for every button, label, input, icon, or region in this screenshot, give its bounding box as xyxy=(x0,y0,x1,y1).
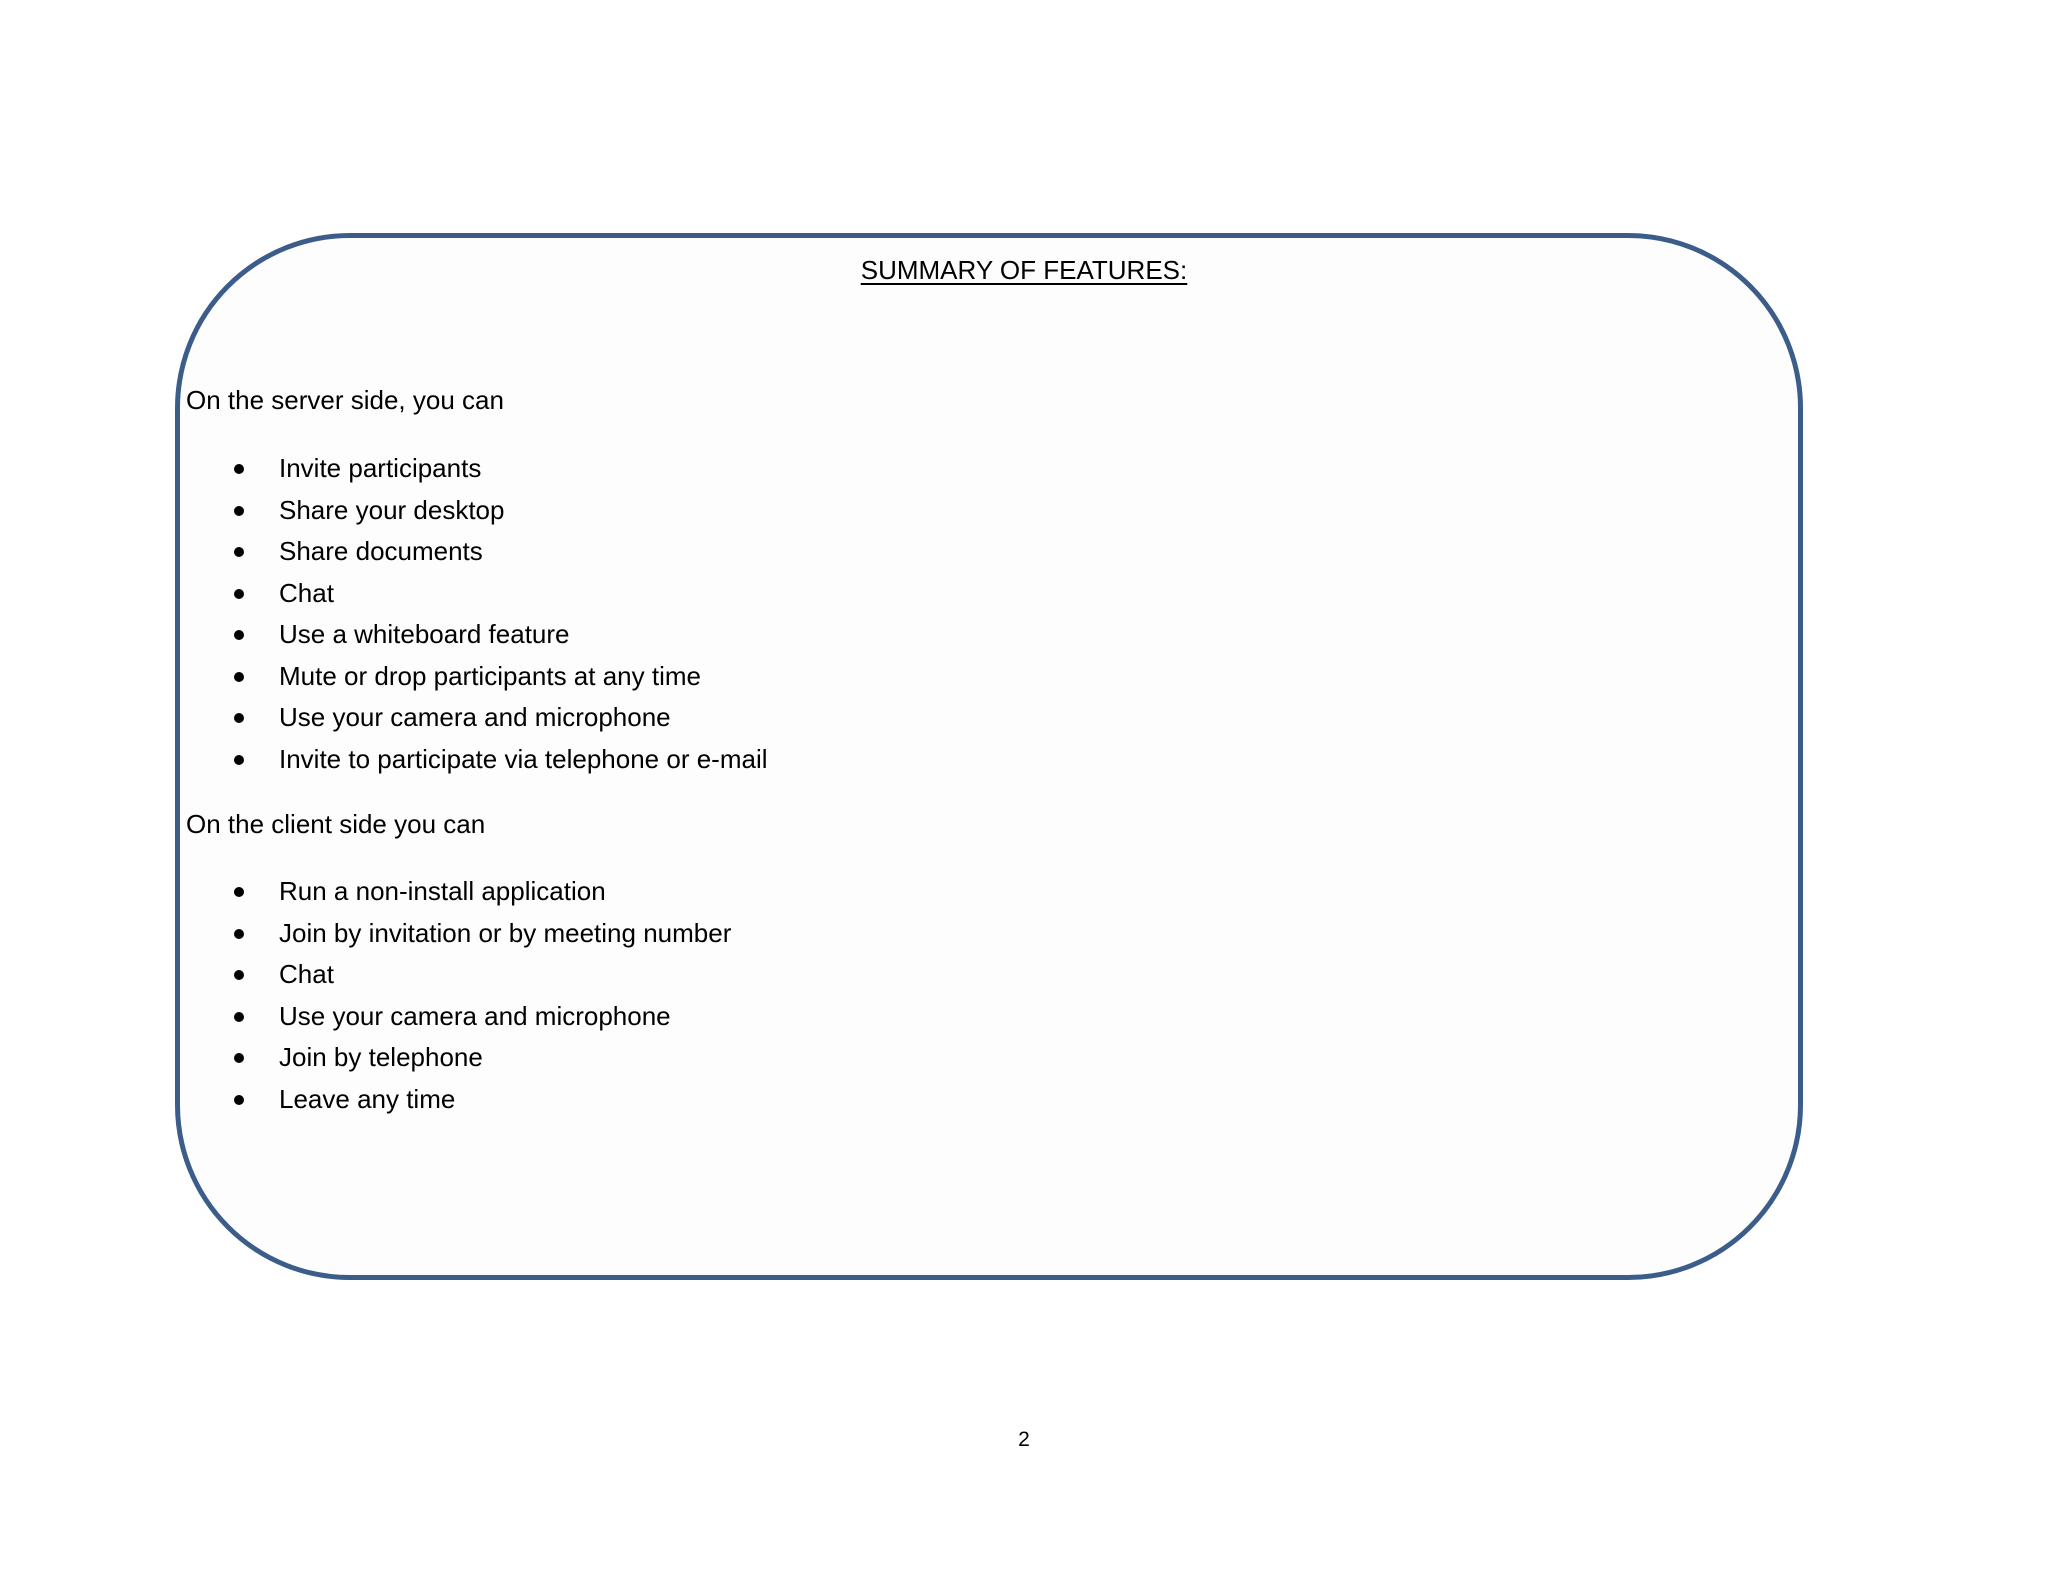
bullet-icon xyxy=(234,755,244,765)
server-side-intro: On the server side, you can xyxy=(186,385,504,415)
bullet-icon xyxy=(234,547,244,557)
summary-title: SUMMARY OF FEATURES: xyxy=(860,255,1188,285)
bullet-icon xyxy=(234,1012,244,1022)
bullet-icon xyxy=(234,1053,244,1063)
bullet-icon xyxy=(234,970,244,980)
bullet-icon xyxy=(234,672,244,682)
bullet-icon xyxy=(234,929,244,939)
client-side-intro: On the client side you can xyxy=(186,809,486,839)
bullet-icon xyxy=(234,1095,244,1105)
bullet-icon xyxy=(234,630,244,640)
bullet-icon xyxy=(234,713,244,723)
bullet-icon xyxy=(234,506,244,516)
page-number: 2 xyxy=(1018,1428,1030,1451)
bullet-icon xyxy=(234,887,244,897)
document-page: SUMMARY OF FEATURES: On the server side, you can Invite participants Share your desktop Share documents Chat Use a whiteboard feature Mute or drop participants at any time Use your camera and microphone Invite to participate via telephone or e-mail On the client side you can Run a non-install application Join by invitation or by meeting number Chat Use your camera and microphone Join by telephone Leave any time 2 xyxy=(0,0,2048,1582)
bullet-icon xyxy=(234,464,244,474)
bullet-icon xyxy=(234,589,244,599)
